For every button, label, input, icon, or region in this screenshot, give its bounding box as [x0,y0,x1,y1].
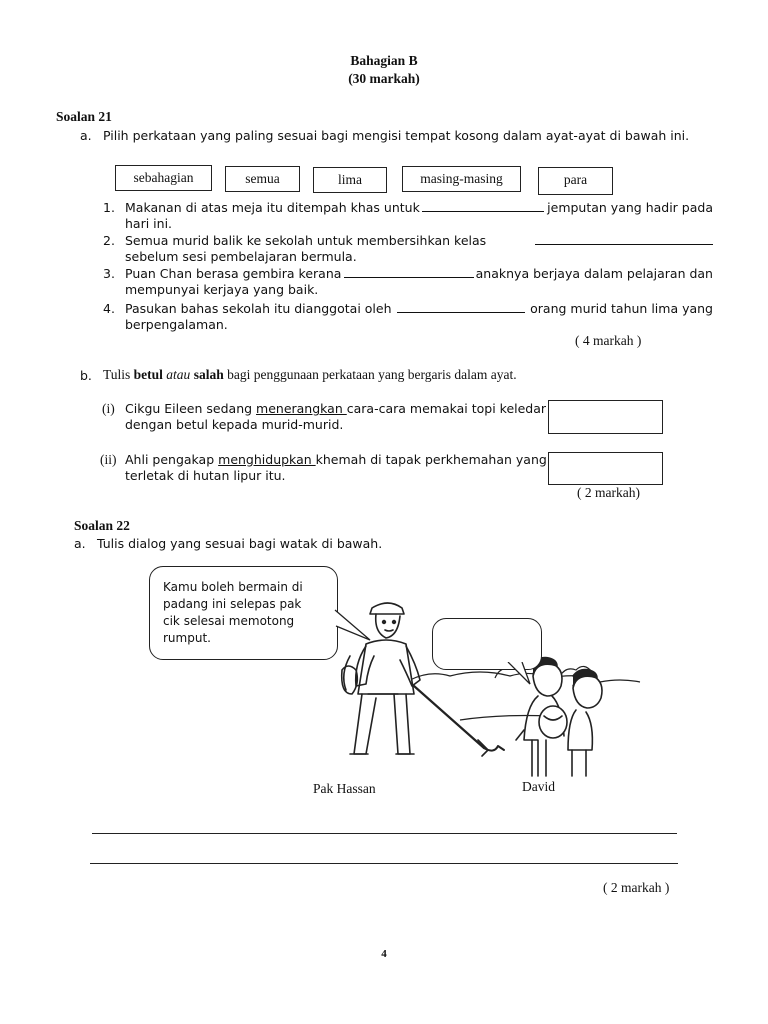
answer-blank[interactable] [535,232,713,245]
section-title: Bahagian B [350,53,418,68]
q21a-marks: ( 4 markah ) [575,333,642,348]
bubble-line: padang ini selepas pak [163,597,302,611]
label-pak-hassan: Pak Hassan [313,781,376,796]
item-text: Pasukan bahas sekolah itu dianggotai oleh [125,301,392,316]
q21b-instruction [103,366,517,383]
q21a-item-2 [125,232,713,249]
item-text: Puan Chan berasa gembira kerana [125,266,342,281]
word-bank-para: para [538,167,613,195]
q21a-item-2-cont: sebelum sesi pembelajaran bermula. [125,249,357,264]
q22a-instruction: Tulis dialog yang sesuai bagi watak di bawah. [97,536,383,551]
q21a-item-num: 1. [103,200,115,215]
speech-bubble-text [163,579,303,647]
q21a-item-num: 3. [103,266,115,281]
q21b-item-2-cont: terletak di hutan lipur itu. [125,468,286,483]
item-text: Semua murid balik ke sekolah untuk membersihkan kelas [125,233,487,248]
instr-text: bagi penggunaan perkataan yang bergaris dalam ayat. [227,367,517,382]
q21a-instruction: Pilih perkataan yang paling sesuai bagi mengisi tempat kosong dalam ayat-ayat di bawah ini. [103,128,690,143]
q21b-item-2 [125,451,547,468]
item-text: Ahli pengakap [125,452,215,467]
speech-bubble-left [149,566,338,660]
bubble-line: cik selesai memotong [163,614,295,628]
answer-line-2[interactable] [90,863,678,864]
instr-salah: salah [193,367,224,382]
q21b-item-num: (ii) [100,452,117,467]
instr-text: Tulis [103,367,131,382]
word-bank-lima: lima [313,167,387,193]
q21b-item-num: (i) [102,401,115,416]
word-bank-masing-masing: masing-masing [402,166,521,192]
q21b-item-1-cont: dengan betul kepada murid-murid. [125,417,344,432]
section-marks: (30 markah) [348,71,420,86]
q21a-item-3 [125,265,713,282]
label-david: David [522,779,555,794]
q21b-letter: b. [80,368,92,383]
q21a-item-3-cont: mempunyai kerjaya yang baik. [125,282,319,297]
item-text: anaknya berjaya dalam pelajaran dan [475,266,713,281]
bubble-line: rumput. [163,631,211,645]
question-21-title: Soalan 21 [56,109,112,124]
answer-box-ii[interactable] [548,452,663,485]
item-text: khemah di tapak perkhemahan yang [315,452,547,467]
underlined-word: menerangkan [256,401,347,416]
q21a-item-num: 4. [103,301,115,316]
speech-bubble-tail-right [500,662,540,692]
word-bank-semua: semua [225,166,300,192]
q21a-item-num: 2. [103,233,115,248]
q21a-item-4 [125,300,713,317]
question-22-title: Soalan 22 [74,518,130,533]
q22a-letter: a. [74,536,86,551]
item-text: cara-cara memakai topi keledar [346,401,547,416]
answer-box-i[interactable] [548,400,663,434]
item-text: Cikgu Eileen sedang [125,401,253,416]
underlined-word: menghidupkan [218,452,316,467]
q21a-letter: a. [80,128,92,143]
speech-bubble-tail-left [330,600,380,650]
instr-betul: betul [133,367,163,382]
answer-blank[interactable] [397,300,525,313]
answer-blank[interactable] [422,199,544,212]
answer-blank[interactable] [344,265,474,278]
item-text: jemputan yang hadir pada [547,200,713,215]
word-bank-sebahagian: sebahagian [115,165,212,191]
answer-line-1[interactable] [92,833,677,834]
q22a-marks: ( 2 markah ) [603,880,670,895]
bubble-line: Kamu boleh bermain di [163,580,303,594]
q21b-item-1 [125,400,546,417]
q21b-marks: ( 2 markah) [577,485,640,500]
q21a-item-1-cont: hari ini. [125,216,173,231]
q21a-item-1 [125,199,713,216]
page-number: 4 [381,948,387,960]
instr-atau: atau [166,367,191,382]
q21a-item-4-cont: berpengalaman. [125,317,228,332]
item-text: orang murid tahun lima yang [530,301,713,316]
item-text: Makanan di atas meja itu ditempah khas untuk [125,200,420,215]
